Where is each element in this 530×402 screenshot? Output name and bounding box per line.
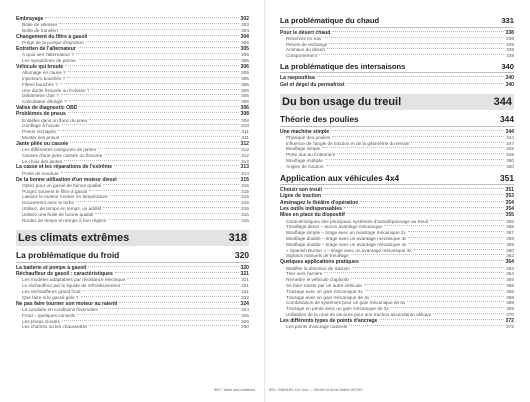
toc-entry-title: Véhicule qui broute (16, 63, 64, 70)
dot-leader (67, 77, 239, 78)
toc-entry-title: Purgez souvent le filtre à gasoil (22, 188, 88, 194)
toc-entry-title: Injecteurs bouchés ? (22, 75, 66, 81)
toc-entry-page: 339 (506, 47, 514, 53)
theorie-entries-list (280, 129, 514, 170)
dot-leader (331, 130, 503, 131)
left-footer: 800 / Table des matières (213, 388, 255, 392)
dot-leader (108, 219, 239, 220)
toc-entry-title: Combinaison de systèmes pour un gain mécanique de 6x (286, 300, 406, 306)
toc-entry-page: 326 (241, 312, 249, 318)
dot-leader (81, 296, 240, 297)
toc-entry-page: 324 (240, 300, 249, 307)
toc-entry-page: 304 (240, 33, 249, 40)
dot-leader (433, 313, 504, 314)
toc-entry-title: Les réchauffeurs grand froid (22, 289, 81, 295)
toc-entry-page: 364 (506, 265, 514, 271)
toc-entry-title: Mouflage simple – tirage avec un avantage mécanique 2x (286, 230, 406, 236)
toc-entry-title: Le réchauffeur par le liquide de refroidissement (22, 283, 120, 289)
toc-entry-page: 303 (241, 22, 249, 28)
toc-entry-title: Modifier la direction de traction (286, 265, 350, 271)
toc-entry-page: 339 (506, 53, 514, 59)
dot-leader (364, 284, 504, 285)
dot-leader (68, 71, 239, 72)
toc-entry-title: Pneus rechapés (22, 129, 56, 135)
toc-entry-page: 306 (241, 75, 249, 81)
dot-leader (61, 136, 239, 137)
toc-entry-title: Animaux du désert (286, 47, 326, 53)
dot-leader (323, 37, 504, 38)
toc-entry-page: 356 (506, 218, 514, 224)
toc-entry-page: 315 (241, 188, 249, 194)
dot-leader (327, 48, 504, 49)
toc-entry-page: 353 (505, 193, 514, 200)
application-entries-list (280, 187, 514, 330)
toc-entry-page: 308 (241, 117, 249, 123)
toc-entry-page: 315 (240, 176, 249, 183)
toc-entry-title: Pièces de rechange (286, 41, 328, 47)
dot-leader (68, 112, 239, 113)
section-page: 351 (500, 172, 514, 183)
toc-entry-page: 321 (241, 283, 249, 289)
toc-entry-page: 324 (241, 306, 249, 312)
dot-leader (62, 124, 240, 125)
toc-entry-title: Quelques applications pratiques (280, 259, 359, 266)
section-heading-froid (16, 250, 249, 263)
dot-leader (324, 272, 504, 273)
toc-entry-title: Débitmètre d'air ? (22, 93, 59, 99)
dot-leader (347, 213, 504, 214)
toc-entry-title: Gonflage à l'azote (22, 123, 60, 129)
toc-entry-page: 359 (506, 241, 514, 247)
toc-entry-page: 308 (240, 111, 249, 118)
toc-entry-page: 350 (506, 158, 514, 164)
section-page: 331 (501, 16, 514, 25)
toc-entry-page: 313 (240, 164, 249, 171)
toc-entry-page: 370 (506, 311, 514, 317)
toc-entry-page: 305 (241, 52, 249, 58)
toc-entry-title: Les outils indispensables (280, 206, 342, 213)
dot-leader (100, 308, 239, 309)
dot-leader (76, 53, 239, 54)
toc-entry-page: 306 (241, 81, 249, 87)
dot-leader (78, 47, 239, 48)
toc-entry-title: Utilisation de la roue de secours pour une traction ascendante oblique (286, 311, 432, 317)
dot-leader (89, 119, 239, 120)
toc-entry-page: 348 (506, 146, 514, 152)
toc-entry-title: Purge de la pompe d'injection (22, 40, 84, 46)
chapter-title: Du bon usage du treuil (282, 96, 402, 109)
toc-entry-page: 366 (506, 282, 514, 288)
dot-leader (61, 94, 239, 95)
toc-entry-title: Utilisez une huile de bonne qualité (22, 211, 94, 217)
dot-leader (79, 106, 238, 107)
toc-entry-page: 321 (241, 289, 249, 295)
dot-leader (319, 54, 504, 55)
toc-entry-page: 322 (241, 294, 249, 300)
dot-leader (351, 254, 504, 255)
section-page: 340 (501, 61, 514, 71)
toc-entry-title: Les chaînes ou les chaussettes (22, 324, 88, 330)
dot-leader (60, 83, 239, 84)
toc-entry-page: 354 (505, 199, 514, 206)
toc-entry-page: 316 (241, 211, 249, 217)
right-page (265, 0, 530, 402)
toc-entry-title: Poste de soudure (22, 170, 59, 176)
dot-leader (408, 243, 504, 244)
toc-entry-title: Causes d'une jante cassée ou fissurée (22, 152, 103, 158)
dot-leader (360, 201, 503, 202)
toc-entry-page: 316 (241, 217, 249, 223)
dot-leader (62, 320, 239, 321)
toc-entry-page: 321 (241, 277, 249, 283)
dot-leader (69, 100, 240, 101)
toc-entry-page: 302 (240, 16, 249, 22)
dot-leader (95, 213, 239, 214)
toc-entry-title: Froid – quelques conseils (22, 312, 76, 318)
dot-leader (329, 43, 504, 44)
chaud-entries-list (280, 30, 514, 59)
toc-entry-page: 339 (506, 41, 514, 47)
dot-leader (119, 302, 238, 303)
toc-entry-title: La conduite en conditions hivernales (22, 306, 98, 312)
dot-leader (322, 147, 504, 148)
dot-leader (365, 290, 504, 291)
froid-entries-list (16, 265, 249, 330)
toc-entry-title: Une durite fissurée ou froissée ? (22, 87, 90, 93)
toc-entry-page: 351 (505, 187, 514, 194)
toc-entry-page: 306 (241, 87, 249, 93)
dot-leader (76, 201, 239, 202)
toc-entry-title: Les symptômes de panne (22, 58, 76, 64)
toc-entry-page: 362 (506, 253, 514, 259)
dot-leader (70, 142, 238, 143)
toc-entry-page: 316 (241, 206, 249, 211)
section-heading-chaud (280, 16, 514, 28)
toc-entry-title: Angles de traction (286, 163, 324, 169)
toc-entry-title: Entretien de l'alternateur (16, 45, 76, 52)
dot-leader (408, 231, 504, 232)
dot-leader (332, 31, 503, 32)
toc-entry-page: 350 (506, 163, 514, 169)
dot-leader (103, 207, 239, 208)
toc-entry-title: Se faire tracter par un autre véhicule (286, 282, 362, 288)
dot-leader (325, 159, 504, 160)
dot-leader (324, 188, 504, 189)
toc-entry-page: 364 (505, 259, 514, 266)
toc-entry-title: Une machine simple (280, 128, 330, 135)
toc-entry-title: Problèmes de pneus (16, 111, 66, 118)
toc-entry-page: 340 (505, 81, 514, 88)
toc-entry-page: 315 (241, 200, 249, 206)
toc-entry-title: La batterie et pompe à gasoil (16, 264, 87, 271)
section-heading-intersaisons (280, 62, 514, 74)
toc-entry-page: 364 (506, 271, 514, 277)
dot-leader (65, 65, 238, 66)
toc-entry-page: 313 (241, 170, 249, 176)
dot-leader (349, 325, 504, 326)
toc-entry-title: Allumage en cause ? (22, 70, 66, 76)
toc-entry-title: Les modèles adaptables par résistance électrique (22, 277, 126, 283)
dot-leader (414, 249, 505, 250)
toc-entry-page: 305 (241, 40, 249, 46)
toc-entry-page: 338 (505, 29, 514, 36)
dot-leader (407, 301, 504, 302)
toc-entry-page: 354 (505, 206, 514, 213)
toc-entry-page: 306 (240, 63, 249, 70)
toc-entry-title: Mouflage double – tirage avec un avantage mécanique 4x (286, 241, 407, 247)
toc-entry-page: 315 (241, 194, 249, 200)
toc-entry-title: Comportement (286, 53, 318, 59)
toc-entry-page: 312 (241, 147, 249, 153)
dot-leader (91, 89, 239, 90)
toc-entry-page: 349 (506, 152, 514, 158)
toc-entry-title: Boite de vitesses (22, 22, 58, 28)
toc-entry-page: 369 (506, 306, 514, 312)
dot-leader (119, 178, 239, 179)
toc-entry-title: Entailles dans un flanc du pneu (22, 117, 88, 123)
toc-entry-page: 306 (240, 104, 249, 111)
toc-entry-title: Tractage avec un gain mécanique 2x (286, 288, 363, 294)
toc-entry-title: Mise en place du dispositif (280, 212, 345, 219)
section-title: Application aux véhicules 4x4 (280, 172, 400, 183)
toc-entry-title: Laissez le moteur monter en température (22, 194, 108, 200)
toc-entry-page: 355 (505, 212, 514, 219)
dot-leader (351, 278, 504, 279)
toc-entry-page: 320 (240, 264, 249, 271)
dot-leader (344, 207, 504, 208)
dot-leader (89, 325, 239, 326)
toc-entry-page: 368 (506, 300, 514, 306)
toc-entry-page: 311 (241, 129, 249, 135)
dot-leader (89, 35, 238, 36)
toc-entry-title: Remettre le véhicule d'aplomb (286, 277, 349, 283)
toc-subentry (280, 324, 514, 330)
dot-leader (332, 136, 504, 137)
toc-entry-title: Changement du filtre à gasoil (16, 33, 88, 40)
toc-entry-title: Caractéristiques des principaux systèmes d'autodépannage au treuil (286, 218, 428, 224)
toc-entry-title: Les différents types de points d'ancrage (280, 317, 378, 324)
dot-leader (391, 307, 504, 308)
toc-entry-page: 344 (506, 134, 514, 140)
dot-leader (371, 296, 504, 297)
toc-entry-title: Ligne de traction (280, 193, 322, 200)
dot-leader (64, 160, 239, 161)
toc-entry-page: 357 (506, 230, 514, 236)
dot-leader (60, 29, 239, 30)
dot-leader (114, 165, 238, 166)
dot-leader (103, 184, 239, 185)
dot-leader (337, 153, 504, 154)
dot-leader (59, 23, 239, 24)
toc-entry-page: 358 (506, 236, 514, 242)
toc-entry-page: 312 (240, 140, 249, 147)
toc-entry-title: Calculateur déréglé ? (22, 99, 67, 105)
toc-entry-title: Mouflage double – tirage avec un avantage mécanique 3x (286, 236, 407, 242)
toc-entry-title: Ne pas faire tourner son moteur au ralenti (16, 300, 118, 307)
dot-leader (45, 17, 238, 18)
dot-leader (430, 220, 504, 221)
toc-entry-page: 306 (241, 58, 249, 64)
dot-leader (110, 195, 239, 196)
toc-entry-title: Embrayage (16, 16, 44, 22)
dot-leader (78, 59, 239, 60)
toc-entry-title: Mouflage simple (286, 146, 321, 152)
toc-entry-title: Aménagez le théâtre d'opération (280, 199, 359, 206)
section-heading-theorie (280, 114, 514, 127)
toc-entry-title: Que faire si le gasoil gèle ? (22, 294, 79, 300)
toc-entry-title: La casse et les réparations de l'extrême (16, 164, 113, 171)
toc-entry-page: 326 (241, 318, 249, 324)
toc-entry-title: Le choix des jantes (22, 158, 63, 164)
toc-entry-title: Mouflage multiple (286, 158, 323, 164)
toc-entry-title: Optez pour un gasoil de bonne qualité (22, 182, 102, 188)
right-toc-column (280, 16, 514, 330)
toc-entry-title: Boîte de transfert (22, 28, 58, 34)
toc-entry-page: 368 (506, 294, 514, 300)
toc-entry-title: Tirer vers l'arrière (286, 271, 323, 277)
dot-leader (384, 225, 504, 226)
dot-leader (98, 148, 239, 149)
toc-entry-title: Les différentes catégories de jantes (22, 147, 96, 153)
dot-leader (127, 278, 239, 279)
toc-entry-title: Jante pliée ou cassée (16, 140, 69, 147)
toc-entry-title: Tractage en pente avec un gain mécanique de 3x (286, 306, 389, 312)
left-toc-column (16, 16, 249, 330)
dot-leader (88, 266, 238, 267)
section-title: La problématique des intersaisons (280, 61, 406, 71)
dot-leader (61, 172, 239, 173)
toc-entry-page: 306 (241, 93, 249, 99)
section-heading-application (280, 173, 514, 186)
toc-entry-page: 321 (240, 271, 249, 278)
toc-entry-title: Choisir son treuil (280, 187, 322, 194)
dot-leader (408, 237, 504, 238)
intersaisons-entries-list (280, 75, 514, 88)
dot-leader (86, 41, 240, 42)
toc-entry-page: 339 (506, 35, 514, 41)
chapter-page: 318 (228, 232, 247, 245)
section-title: Théorie des poulies (280, 114, 359, 125)
dot-leader (326, 165, 505, 166)
toc-entry-title: La raspoutitsa (280, 75, 315, 82)
toc-entry-title: Roulez de temps en temps à bon régime (22, 217, 107, 223)
toc-entry-title: Monter ses pneus (22, 134, 60, 140)
toc-entry-page: 356 (506, 224, 514, 230)
chapter-title: Les climats extrêmes (18, 232, 130, 245)
toc-entry-page: 304 (241, 28, 249, 34)
dot-leader (361, 260, 504, 261)
toc-entry-title: Les pneus cloutés (22, 318, 60, 324)
toc-entry-title: Les points d'ancrage naturels (286, 323, 348, 329)
toc-entry-page: 312 (241, 158, 249, 164)
chapter-page: 344 (493, 96, 512, 109)
toc-entry-title: Gel et dégel du permafrost (280, 81, 345, 88)
toc-entry-page: 347 (506, 140, 514, 146)
toc-entry-title: À quoi sert l'alternateur ? (22, 52, 74, 58)
section-title: La problématique du chaud (280, 16, 380, 25)
toc-entry-page: 311 (241, 134, 249, 140)
toc-entry-title: Filtres bouchés ? (22, 81, 58, 87)
dot-leader (352, 267, 504, 268)
dot-leader (347, 83, 504, 84)
toc-entry-page: 372 (505, 317, 514, 324)
section-title: La problématique du froid (16, 250, 120, 261)
dot-leader (411, 142, 504, 143)
section-page: 344 (500, 114, 514, 125)
toc-entry-page: 366 (506, 288, 514, 294)
toc-entry-page: 330 (241, 324, 249, 330)
toc-entry-page: 315 (241, 182, 249, 188)
toc-entry-title: « Spanish Burton » – tirage avec un avantage mécanique 3x (286, 247, 412, 253)
toc-entry-title: Réchauffeur de gasoil : caractéristiques (16, 271, 113, 278)
dot-leader (83, 290, 240, 291)
toc-entry-page: 306 (241, 99, 249, 105)
toc-entry-page: 372 (506, 323, 514, 329)
dot-leader (323, 194, 503, 195)
dot-leader (115, 272, 239, 273)
chapter-band-treuil (280, 94, 514, 110)
toc-entry-page: 310 (241, 123, 249, 129)
dot-leader (77, 314, 239, 315)
toc-entry-title: Valise de diagnostic OBD (16, 104, 78, 111)
toc-entry-title: Influence de l'angle de traction et de la géométrie du terrain (286, 140, 410, 146)
toc-entry-title: Pour le désert chaud (280, 29, 331, 36)
toc-entry-title: De la bonne utilisation d'un moteur diesel (16, 176, 117, 183)
toc-entry-page: 305 (240, 45, 249, 52)
toc-entry-page: 365 (506, 277, 514, 283)
toc-entry-page: 340 (505, 75, 514, 82)
toc-entry-title: Perte due au frottement (286, 152, 336, 158)
dot-leader (58, 130, 240, 131)
dot-leader (104, 154, 239, 155)
toc-entry-title: Réserves en eau (286, 35, 322, 41)
toc-entry-page: 312 (241, 152, 249, 158)
left-entries-list (16, 16, 249, 223)
chapter-band-climats (16, 230, 249, 246)
toc-entry-title: Treuillage direct – aucun avantage mécanique (286, 224, 382, 230)
toc-entry-title: Physique des poulies (286, 134, 331, 140)
toc-entry-page: 360 (506, 247, 514, 253)
dot-leader (379, 319, 503, 320)
section-page: 320 (235, 250, 249, 261)
toc-subentry (16, 324, 249, 330)
dot-leader (89, 190, 239, 191)
right-footer: 800 / MANUEL DU 4x4 — Michel et Anne-Marie DETAY (269, 388, 363, 392)
dot-leader (317, 76, 504, 77)
toc-entry-title: Doucement avec le turbo (22, 200, 75, 206)
toc-entry-title: Utilisez, de temps en temps, un additif (22, 206, 102, 211)
dot-leader (122, 284, 239, 285)
toc-entry-title: Tractage avec un gain mécanique de 4x (286, 294, 370, 300)
toc-entry-page: 306 (241, 70, 249, 76)
toc-entry-page: 344 (505, 128, 514, 135)
toc-entry-title: Signaux manuels de treuillage (286, 253, 349, 259)
